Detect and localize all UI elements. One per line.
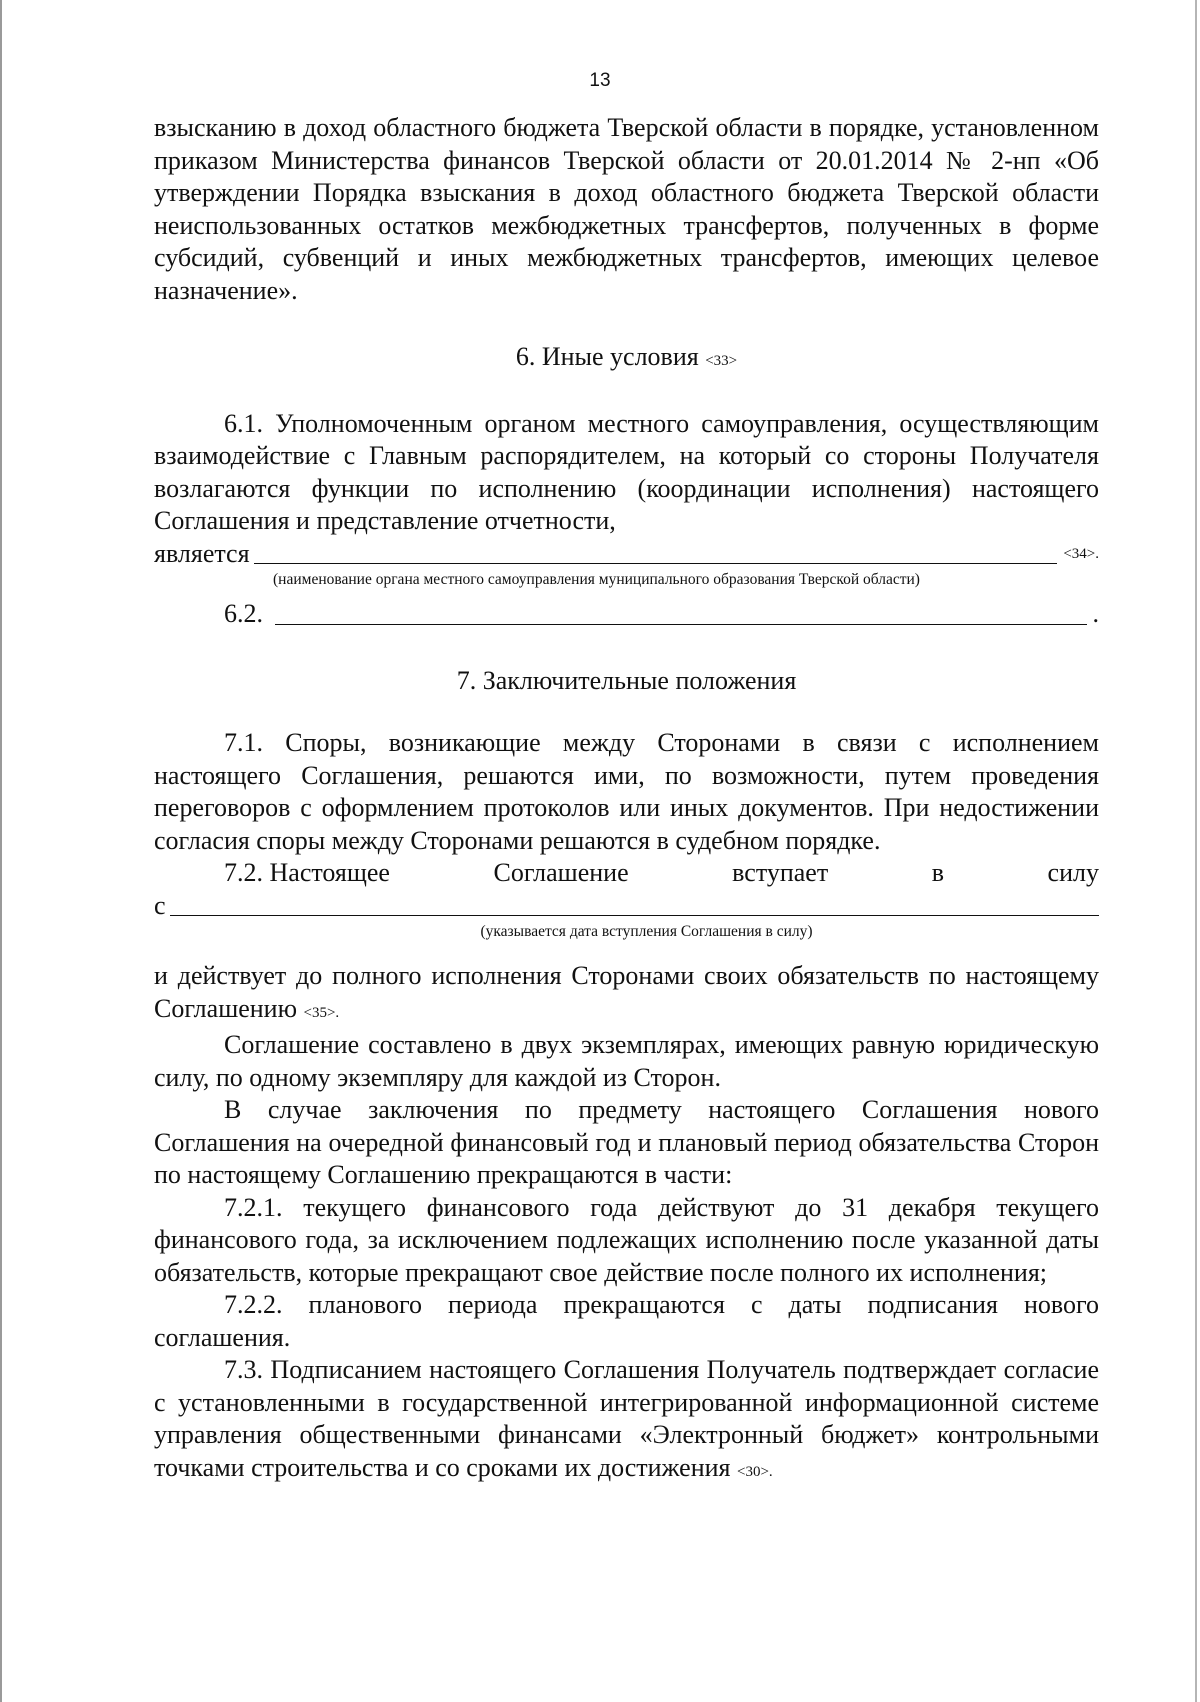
paragraph-7-1: 7.1. Споры, возникающие между Сторонами в связи с исполнением настоящего Соглашения, решаются ими, по возможности, путем проведения переговоров с оформлением протоколов или иных документов. При недостижении согласия споры между Сторонами решаются в судебном порядке. [154, 728, 1099, 855]
paragraph-6-1-fill-row [154, 538, 1099, 571]
document-body [154, 112, 1099, 1488]
paragraph-7-2-word-5: силу [1047, 858, 1099, 887]
effective-date-caption: (указывается дата вступления Соглашения в силу) [480, 923, 813, 940]
section-6-heading [154, 341, 1099, 378]
scan-edge-right [1195, 0, 1197, 1702]
paragraph-7-2-first-line [154, 857, 1099, 890]
paragraph-new-agreement: В случае заключения по предмету настоящего Соглашения нового Соглашения на очередной финансовый год и плановый период обязательства Сторон по настоящему Соглашению прекращаются в части: [154, 1095, 1099, 1189]
section-6-title: 6. Иные условия [515, 342, 699, 371]
footnote-ref-35: <35>. [303, 1004, 340, 1021]
paragraph-7-2-word-1: 7.2. Настоящее [224, 858, 390, 887]
footnote-ref-34: <34>. [1063, 545, 1099, 562]
footnote-ref-30: <30>. [737, 1463, 773, 1480]
paragraph-6-1-lead: является [154, 538, 250, 568]
paragraph-7-2-1: 7.2.1. текущего финансового года действуют до 31 декабря текущего финансового года, за исключением подлежащих исполнению после указанной даты обязательств, которые прекращают свое действие после полного их исполнения; [154, 1192, 1099, 1287]
section-7-heading: 7. Заключительные положения [456, 665, 797, 695]
authority-name-caption: (наименование органа местного самоуправления муниципального образования Тверской области) [273, 571, 920, 588]
intro-paragraph: взысканию в доход областного бюджета Тверской области в порядке, установленном приказом Министерства финансов Тверской области от 20.01.2014 № 2-нп «Об утверждении Порядка взыскания в доход областного бюджета Тверской области неиспользованных остатков межбюджетных трансфертов, полученных в форме субсидий, субвенций и иных межбюджетных трансфертов, имеющих целевое назначение». [154, 113, 1099, 305]
paragraph-6-2-label: 6.2. [224, 599, 263, 628]
page-number: 13 [589, 70, 611, 91]
paragraph-7-2-word-4: в [931, 858, 945, 887]
authority-name-blank [254, 539, 1058, 564]
paragraph-7-2-2: 7.2.2. планового периода прекращаются с даты подписания нового соглашения. [154, 1290, 1099, 1352]
paragraph-7-2-continuation [154, 960, 1099, 1029]
effective-date-blank [170, 891, 1099, 916]
paragraph-6-2-blank [275, 600, 1087, 625]
paragraph-copies: Соглашение составлено в двух экземплярах, имеющих равную юридическую силу, по одному экземпляру для каждой из Сторон. [154, 1030, 1099, 1092]
footnote-ref-33: <33> [705, 353, 738, 369]
paragraph-7-2-word-3: вступает [732, 858, 829, 887]
paragraph-7-2-date-row [154, 890, 1099, 923]
paragraph-7-3 [154, 1354, 1099, 1488]
scan-edge-left [0, 0, 2, 1702]
paragraph-7-2-from: с [154, 890, 166, 920]
paragraph-6-2-end: . [1092, 599, 1099, 628]
paragraph-6-2-row [154, 598, 1099, 631]
paragraph-7-3-text: 7.3. Подписанием настоящего Соглашения Получатель подтверждает согласие с установленными в государственной интегрированной информационной системе управления общественными финансами «Электронный бюджет» контрольными точками строительства и со сроками их достижения [154, 1355, 1099, 1482]
paragraph-6-1: 6.1. Уполномоченным органом местного самоуправления, осуществляющим взаимодействие с Главным распорядителем, на который со стороны Получателя возлагаются функции по исполнению (координации исполнения) настоящего Соглашения и представление отчетности, [154, 408, 1099, 535]
paragraph-7-2-continuation-text: и действует до полного исполнения Сторонами своих обязательств по настоящему Соглашению [154, 961, 1099, 1023]
paragraph-7-2-word-2: Соглашение [493, 858, 629, 887]
